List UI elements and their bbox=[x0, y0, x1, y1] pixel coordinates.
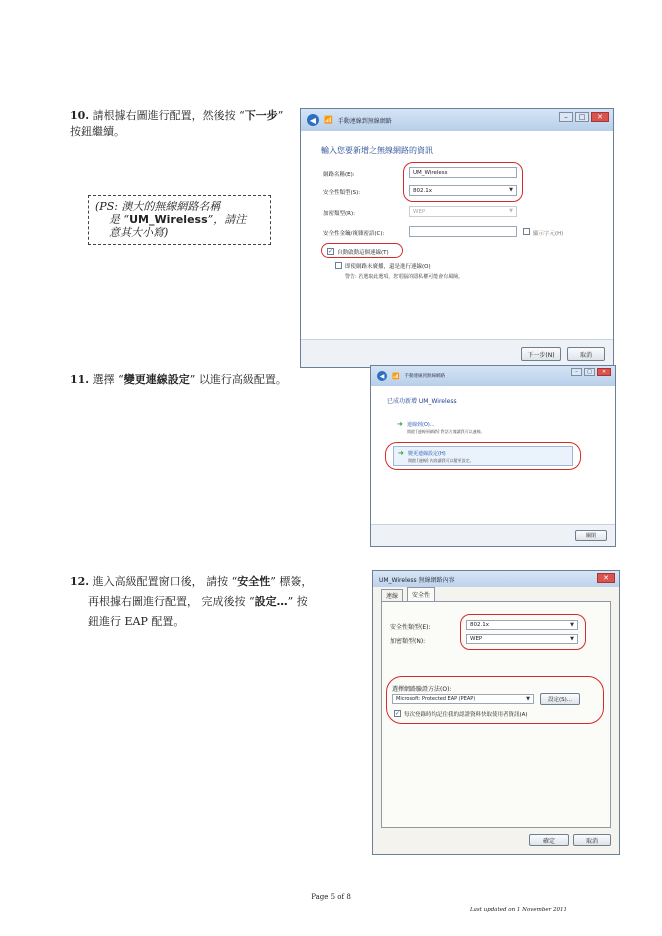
show-characters-label: 顯示字元(H) bbox=[533, 231, 564, 237]
dropdown-arrow-icon: ▼ bbox=[526, 696, 530, 702]
step-number: 11. bbox=[70, 373, 90, 386]
close-icon[interactable]: ✕ bbox=[591, 112, 609, 122]
dropdown-arrow-icon: ▼ bbox=[570, 622, 574, 628]
step-text: 進入高級配置窗口後， 請按 “ bbox=[92, 575, 238, 588]
connect-hidden-checkbox[interactable] bbox=[335, 262, 342, 269]
highlight-oval bbox=[321, 243, 403, 258]
green-arrow-icon: ➜ bbox=[397, 420, 403, 428]
wireless-icon: 📶 bbox=[392, 372, 400, 380]
window-content bbox=[371, 386, 615, 524]
security-type-value: 802.1x bbox=[413, 187, 433, 194]
network-added-window bbox=[370, 365, 616, 547]
back-arrow-icon[interactable]: ◀ bbox=[377, 371, 387, 381]
connect-hidden-label: 即使網路未廣播，還是進行連線(O) bbox=[345, 264, 431, 270]
encryption-label: 加密類型(R): bbox=[323, 211, 355, 217]
connect-to-option[interactable] bbox=[397, 420, 567, 438]
step-text: ” 以進行高級配置。 bbox=[189, 373, 287, 386]
highlight-oval bbox=[403, 162, 523, 202]
window-heading: 輸入您要新增之無線網路的資訊 bbox=[321, 146, 433, 155]
step-12-text bbox=[70, 572, 362, 632]
window-footer bbox=[301, 339, 613, 367]
security-type-label: 安全性類型(S): bbox=[323, 190, 361, 196]
security-key-input[interactable] bbox=[409, 226, 517, 237]
tab-connection[interactable]: 連線 bbox=[381, 589, 403, 601]
cancel-button[interactable]: 取消 bbox=[573, 834, 611, 846]
minimize-icon[interactable]: – bbox=[571, 368, 582, 376]
window-titlebar bbox=[371, 366, 615, 386]
settings-button[interactable]: 設定(S)... bbox=[540, 693, 580, 705]
highlight-oval bbox=[385, 442, 581, 470]
ps-note-box bbox=[88, 195, 271, 245]
window-title: 手動連線到無線網路 bbox=[337, 117, 392, 125]
network-name-input[interactable]: UM_Wireless bbox=[409, 167, 517, 178]
cancel-button[interactable]: 取消 bbox=[567, 347, 605, 361]
dialog-titlebar bbox=[373, 571, 619, 587]
close-icon[interactable]: ✕ bbox=[597, 368, 611, 376]
window-footer bbox=[371, 524, 615, 546]
step-text: ” 按鈕繼續。 bbox=[70, 109, 284, 138]
cache-credentials-label: 每次登錄時均記住我的認證資料快取使用者資訊(A) bbox=[404, 712, 528, 718]
security-key-label: 安全性金鑰/複雜密語(C): bbox=[323, 231, 385, 237]
auto-connect-label: 自動啟動這個連線(T) bbox=[337, 250, 389, 256]
step-10-text bbox=[70, 108, 292, 140]
option-description: 開啟 [連線] 內容讓我可以變更設定。 bbox=[408, 458, 474, 463]
dropdown-arrow-icon: ▼ bbox=[509, 208, 513, 214]
step-text: 請根據右圖進行配置，然後按 “ bbox=[92, 109, 245, 122]
privacy-warning: 警告: 若選取此選項，您電腦的隱私權可能會有風險。 bbox=[345, 274, 464, 280]
maximize-icon[interactable]: □ bbox=[575, 112, 589, 122]
next-button[interactable]: 下一步(N) bbox=[521, 347, 561, 361]
encryption-label: 加密類型(N): bbox=[390, 638, 426, 645]
wireless-properties-dialog bbox=[372, 570, 620, 855]
dropdown-arrow-icon: ▼ bbox=[570, 636, 574, 642]
auth-method-label: 選擇網路驗證方法(O): bbox=[392, 686, 452, 693]
step-text: ” 按 bbox=[287, 595, 308, 608]
step-number: 12. bbox=[70, 575, 90, 588]
green-arrow-icon: ➜ bbox=[398, 449, 404, 457]
step-bold-text: 安全性 bbox=[237, 575, 271, 588]
ok-button[interactable]: 確定 bbox=[529, 834, 569, 846]
add-network-window bbox=[300, 108, 614, 368]
auth-method-value: Microsoft: Protected EAP (PEAP) bbox=[396, 696, 476, 702]
step-number: 10. bbox=[70, 109, 90, 122]
last-updated: Last updated on 1 November 2011 bbox=[470, 907, 568, 913]
window-content bbox=[301, 131, 613, 339]
page-number: Page 5 of 8 bbox=[311, 893, 351, 901]
window-titlebar bbox=[301, 109, 613, 131]
network-name-label: 網路名稱(E): bbox=[323, 172, 355, 178]
step-bold-text: 變更連線設定 bbox=[123, 373, 190, 386]
step-text: 再根據右圖進行配置， 完成後按 “ bbox=[88, 595, 255, 608]
encryption-value: WEP bbox=[470, 636, 483, 642]
security-type-label: 安全性類型(E): bbox=[390, 624, 431, 631]
dropdown-arrow-icon: ▼ bbox=[509, 187, 513, 193]
maximize-icon[interactable]: □ bbox=[584, 368, 595, 376]
auto-connect-checkbox[interactable]: ✓ bbox=[328, 248, 334, 255]
tab-security[interactable]: 安全性 bbox=[407, 587, 435, 601]
wireless-icon: 📶 bbox=[324, 116, 333, 124]
ps-line-2: 是 “UM_Wireless”，請注 bbox=[109, 213, 247, 226]
close-icon[interactable]: ✕ bbox=[597, 573, 615, 583]
encryption-value: WEP bbox=[413, 208, 426, 215]
option-description: 開啟 [連線到網路] 對話方塊讓我可以連線。 bbox=[407, 429, 485, 434]
security-type-value: 802.1x bbox=[470, 622, 490, 628]
ps-ssid: UM_Wireless bbox=[129, 213, 208, 226]
highlight-oval bbox=[386, 676, 604, 724]
minimize-icon[interactable]: – bbox=[559, 112, 573, 122]
step-11-text bbox=[70, 372, 360, 388]
show-characters-checkbox[interactable] bbox=[523, 228, 530, 235]
option-title: 連線到(O)... bbox=[407, 422, 435, 428]
ps-line-1: (PS: 澳大的無線網路名稱 bbox=[95, 200, 221, 213]
ps-line-3: 意其大小寫) bbox=[109, 226, 169, 239]
security-tab-pane bbox=[381, 601, 611, 828]
step-bold-text: 設定… bbox=[254, 595, 288, 608]
highlight-oval bbox=[460, 614, 586, 650]
option-title: 變更連線設定(H) bbox=[408, 451, 446, 457]
step-12-line-1 bbox=[70, 572, 362, 592]
back-arrow-icon[interactable]: ◀ bbox=[307, 114, 319, 126]
dialog-title: UM_Wireless 無線網路內容 bbox=[379, 576, 455, 584]
close-button[interactable]: 關閉 bbox=[575, 530, 607, 541]
encryption-select[interactable] bbox=[409, 206, 517, 217]
window-title: 手動連線到無線網路 bbox=[404, 374, 445, 379]
step-bold-text: 下一步 bbox=[244, 109, 278, 122]
step-text: ” 標簽， bbox=[270, 575, 313, 588]
cache-credentials-checkbox[interactable]: ✓ bbox=[395, 710, 401, 717]
step-12-line-2 bbox=[70, 592, 362, 612]
step-text: 選擇 “ bbox=[92, 373, 124, 386]
window-heading: 已成功新增 UM_Wireless bbox=[387, 398, 457, 405]
step-12-line-3: 鈕進行 EAP 配置。 bbox=[88, 615, 185, 628]
